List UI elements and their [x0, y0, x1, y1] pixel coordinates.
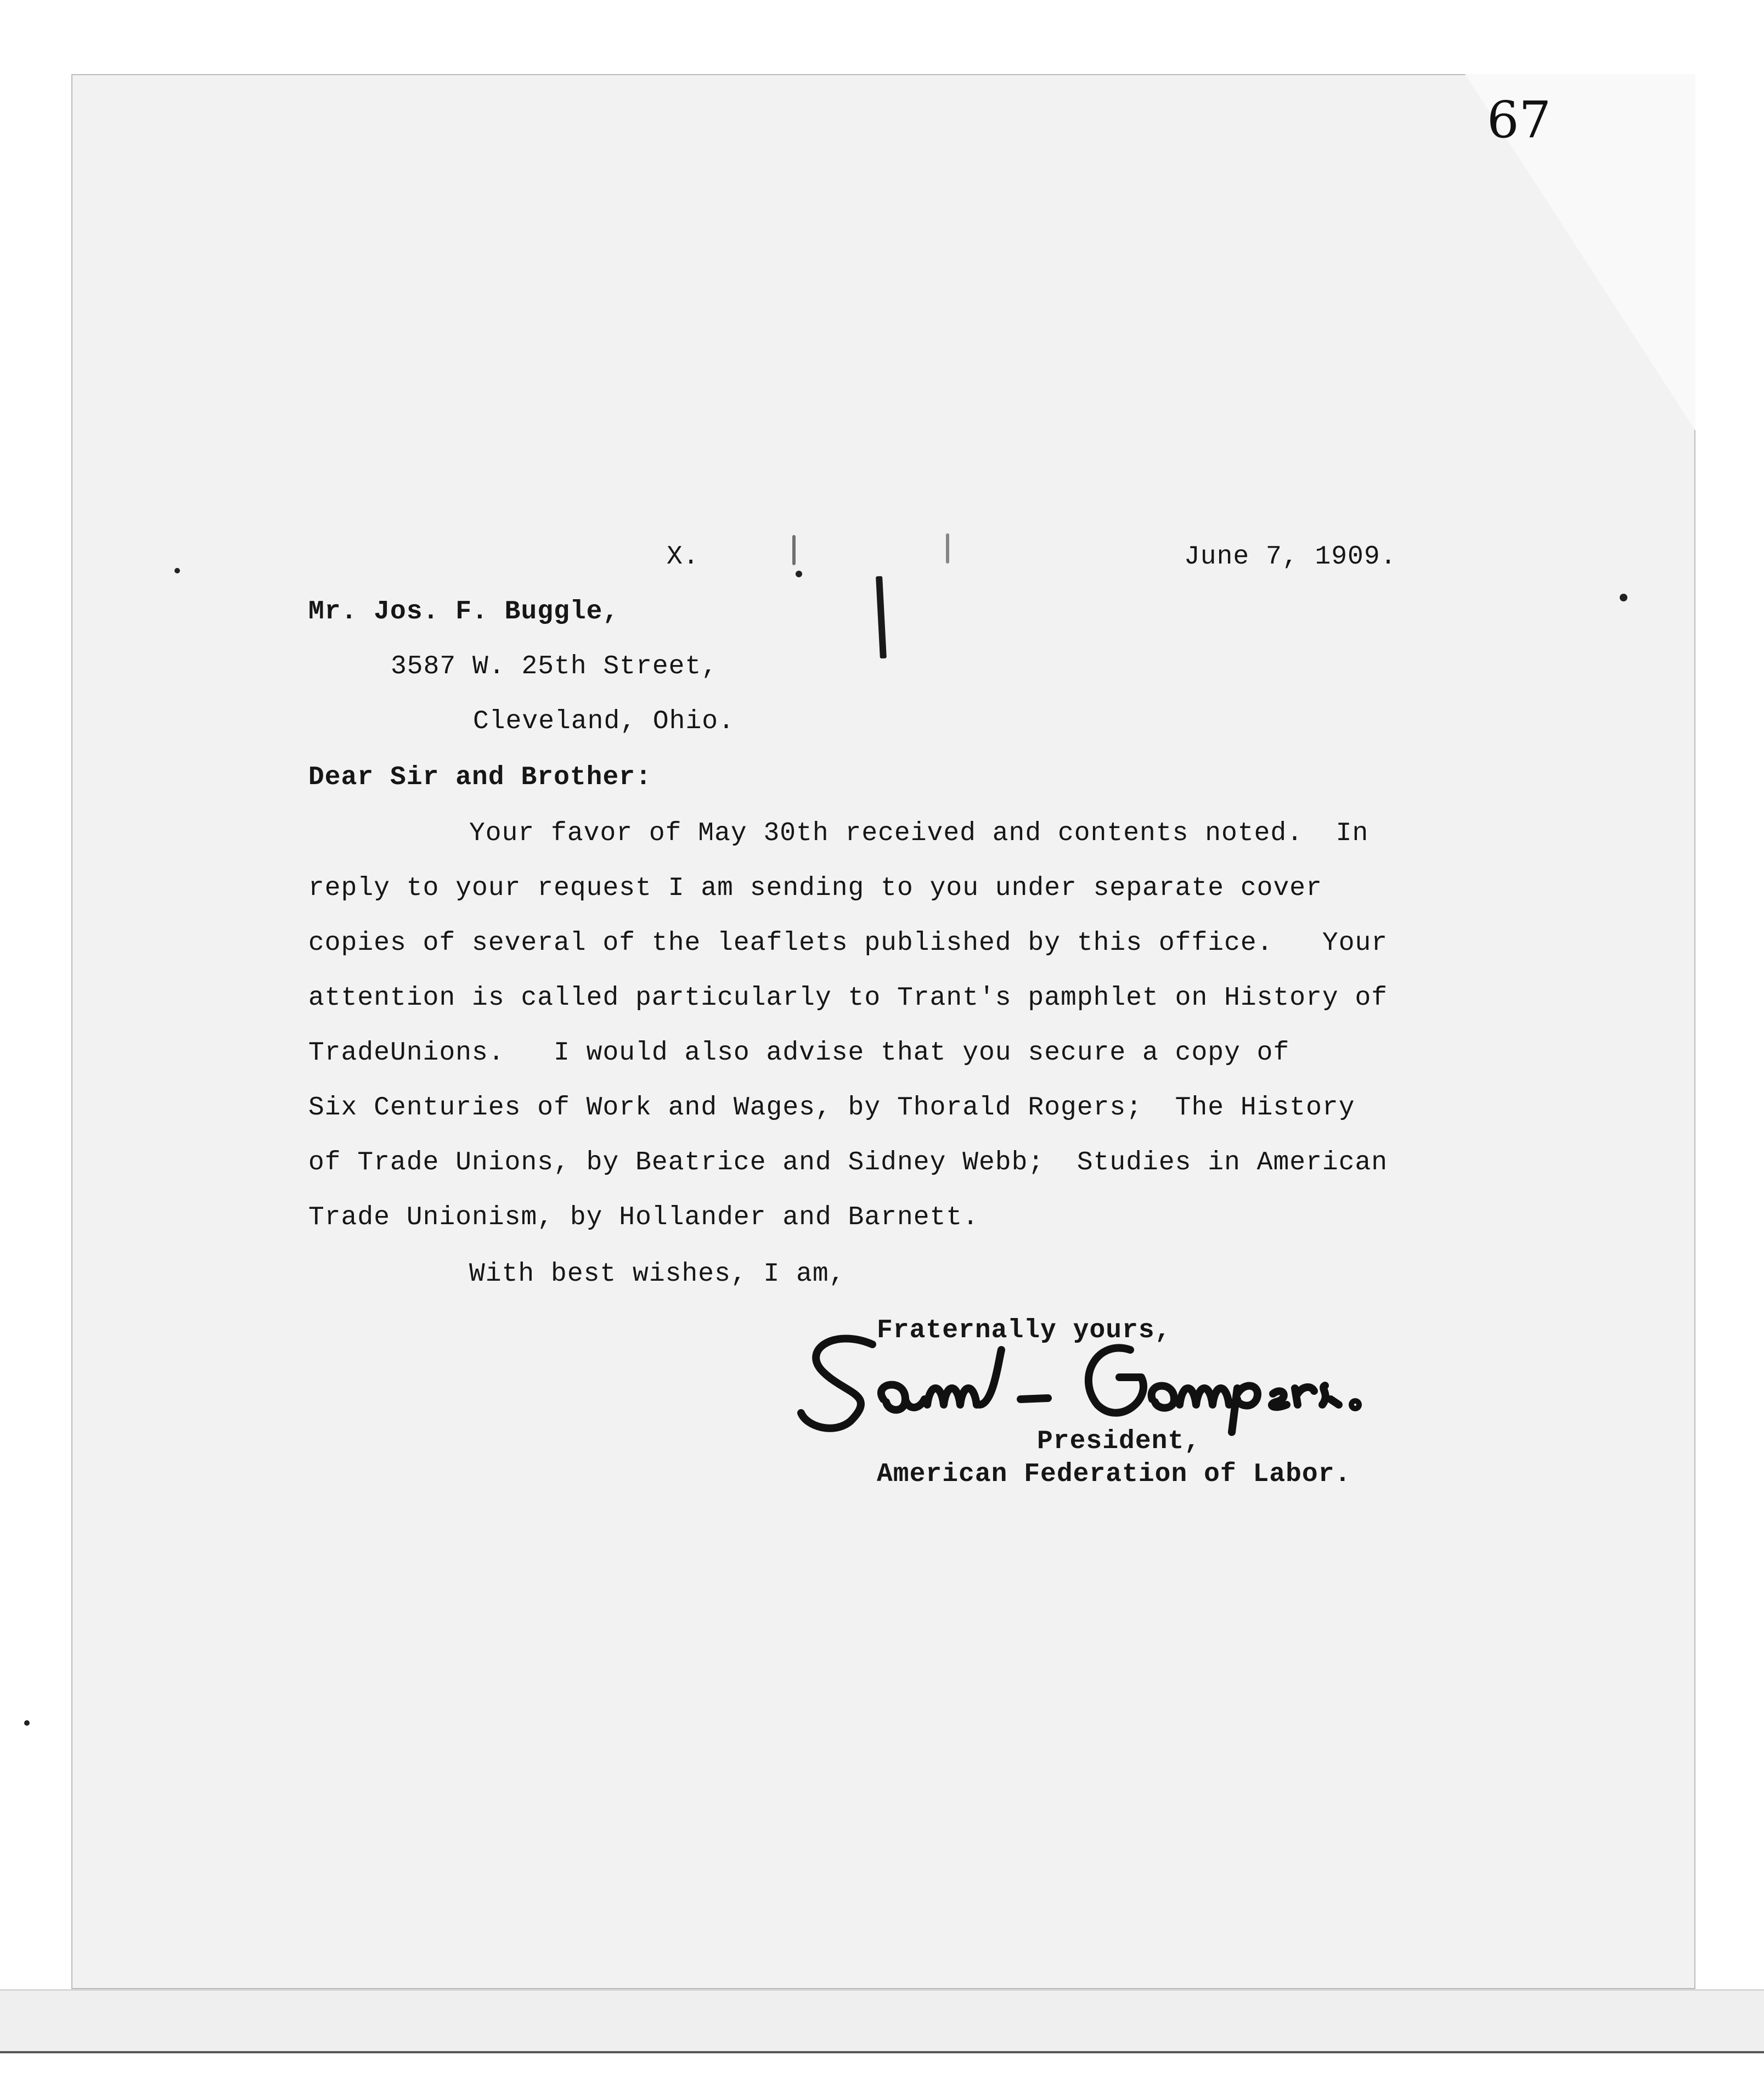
recipient-name: Mr. Jos. F. Buggle,	[308, 597, 619, 627]
ink-stroke	[792, 535, 796, 565]
letter-page	[71, 74, 1695, 1989]
body-line: reply to your request I am sending to you under separate cover	[308, 874, 1322, 903]
closing-line: With best wishes, I am,	[469, 1259, 846, 1289]
body-line: Your favor of May 30th received and contents noted. In	[469, 819, 1369, 848]
body-line: of Trade Unions, by Beatrice and Sidney Webb; Studies in American	[308, 1148, 1388, 1178]
body-line: TradeUnions. I would also advise that you secure a copy of	[308, 1038, 1290, 1068]
complimentary-close: Fraternally yours,	[877, 1316, 1171, 1345]
bottom-edge-strip	[0, 1989, 1764, 2053]
ink-stroke	[946, 533, 949, 564]
recipient-city: Cleveland, Ohio.	[473, 707, 735, 736]
body-line: attention is called particularly to Trant's pamphlet on History of	[308, 983, 1388, 1013]
scan-speck	[174, 568, 180, 573]
file-mark: X.	[667, 542, 700, 572]
signer-organization: American Federation of Labor.	[877, 1460, 1351, 1489]
body-line: copies of several of the leaflets published by this office. Your	[308, 928, 1388, 958]
page-number: 67	[1487, 91, 1552, 149]
letter-date: June 7, 1909.	[1184, 542, 1397, 572]
scan-speck	[24, 1720, 30, 1726]
body-line: Six Centuries of Work and Wages, by Thorald Rogers; The History	[308, 1093, 1355, 1123]
recipient-street: 3587 W. 25th Street,	[391, 652, 718, 682]
scan-speck	[1620, 594, 1627, 601]
scan-speck	[796, 571, 802, 577]
salutation: Dear Sir and Brother:	[308, 763, 652, 792]
handwritten-signature	[790, 1317, 1421, 1438]
body-line: Trade Unionism, by Hollander and Barnett.	[308, 1203, 979, 1232]
signer-title: President,	[1037, 1427, 1201, 1456]
